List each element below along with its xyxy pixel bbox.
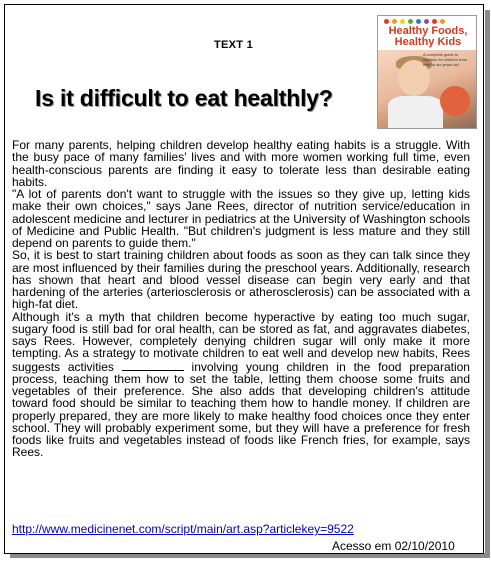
cover-title <box>382 26 474 48</box>
book-cover-image <box>377 15 477 129</box>
paragraph-3: So, it is best to start training children about foods as soon as they can talk since they are most influenced by their families during the preschool years. Additionally, research has shown that heart and blood vessel disease can begin very early and that hardening of the arteries (arteriosclerosis or atherosclerosis) can be associated with a high-fat diet. <box>12 248 470 312</box>
cover-food <box>440 86 470 116</box>
cover-title-line1: Healthy Foods, <box>388 25 468 37</box>
cover-subtitle: A complete guide to nutrition for children from birth to six years old <box>423 52 468 67</box>
cover-color-dots <box>384 19 445 24</box>
access-date: Acesso em 02/10/2010 <box>332 539 455 553</box>
frame-shadow-right <box>485 10 490 558</box>
fill-in-blank <box>122 360 184 371</box>
headline: Is it difficult to eat healthly? <box>35 85 333 111</box>
source-link[interactable]: http://www.medicinenet.com/script/main/art.asp?articlekey=9522 <box>12 522 354 536</box>
paragraph-2: "A lot of parents don't want to struggle with the issues so they give up, letting kids make their own choices," says Jane Rees, director of nutrition service/education in adolescent medicine and lecturer in pediatrics at the University of Washington schools of Medicine and Public Health. "But children's judgment is less mature and they still depend on parents to guide them." <box>12 187 470 250</box>
paragraph-4 <box>12 311 470 459</box>
paragraph-4-start: Although it's a myth that children become hyperactive by eating too much sugar, sugary food is still bad for oral health, can be stored as fat, and aggravates diabetes, says Rees. However, completely denying children sugar will only make it more tempting. As a strategy to motivate children to eat well and develop new habits, Rees suggests activities <box>12 309 470 374</box>
paragraph-1: For many parents, helping children develop healthy eating habits is a struggle. With the busy pace of many families' lives and with more women working full time, even health-conscious parents are finding it easy to tolerate less than desirable eating habits. <box>12 138 470 189</box>
article-body <box>12 139 470 459</box>
cover-title-line2: Healthy Kids <box>394 36 462 48</box>
text-label: TEXT 1 <box>214 39 254 51</box>
paragraph-4-end: involving young children in the food preparation process, teaching them how to set the table, letting them choose some fruits and vegetables of their preference. She also adds that developing children's attitude toward food should be similar to teaching them how to handle money. If children are properly prepared, they are more likely to make healthy food choices once they enter school. They will probably experiment some, but they will have a preference for fresh foods like fruits and vegetables instead of foods like French fries, for example, says Rees. <box>12 359 470 460</box>
cover-child-shirt <box>388 96 443 128</box>
